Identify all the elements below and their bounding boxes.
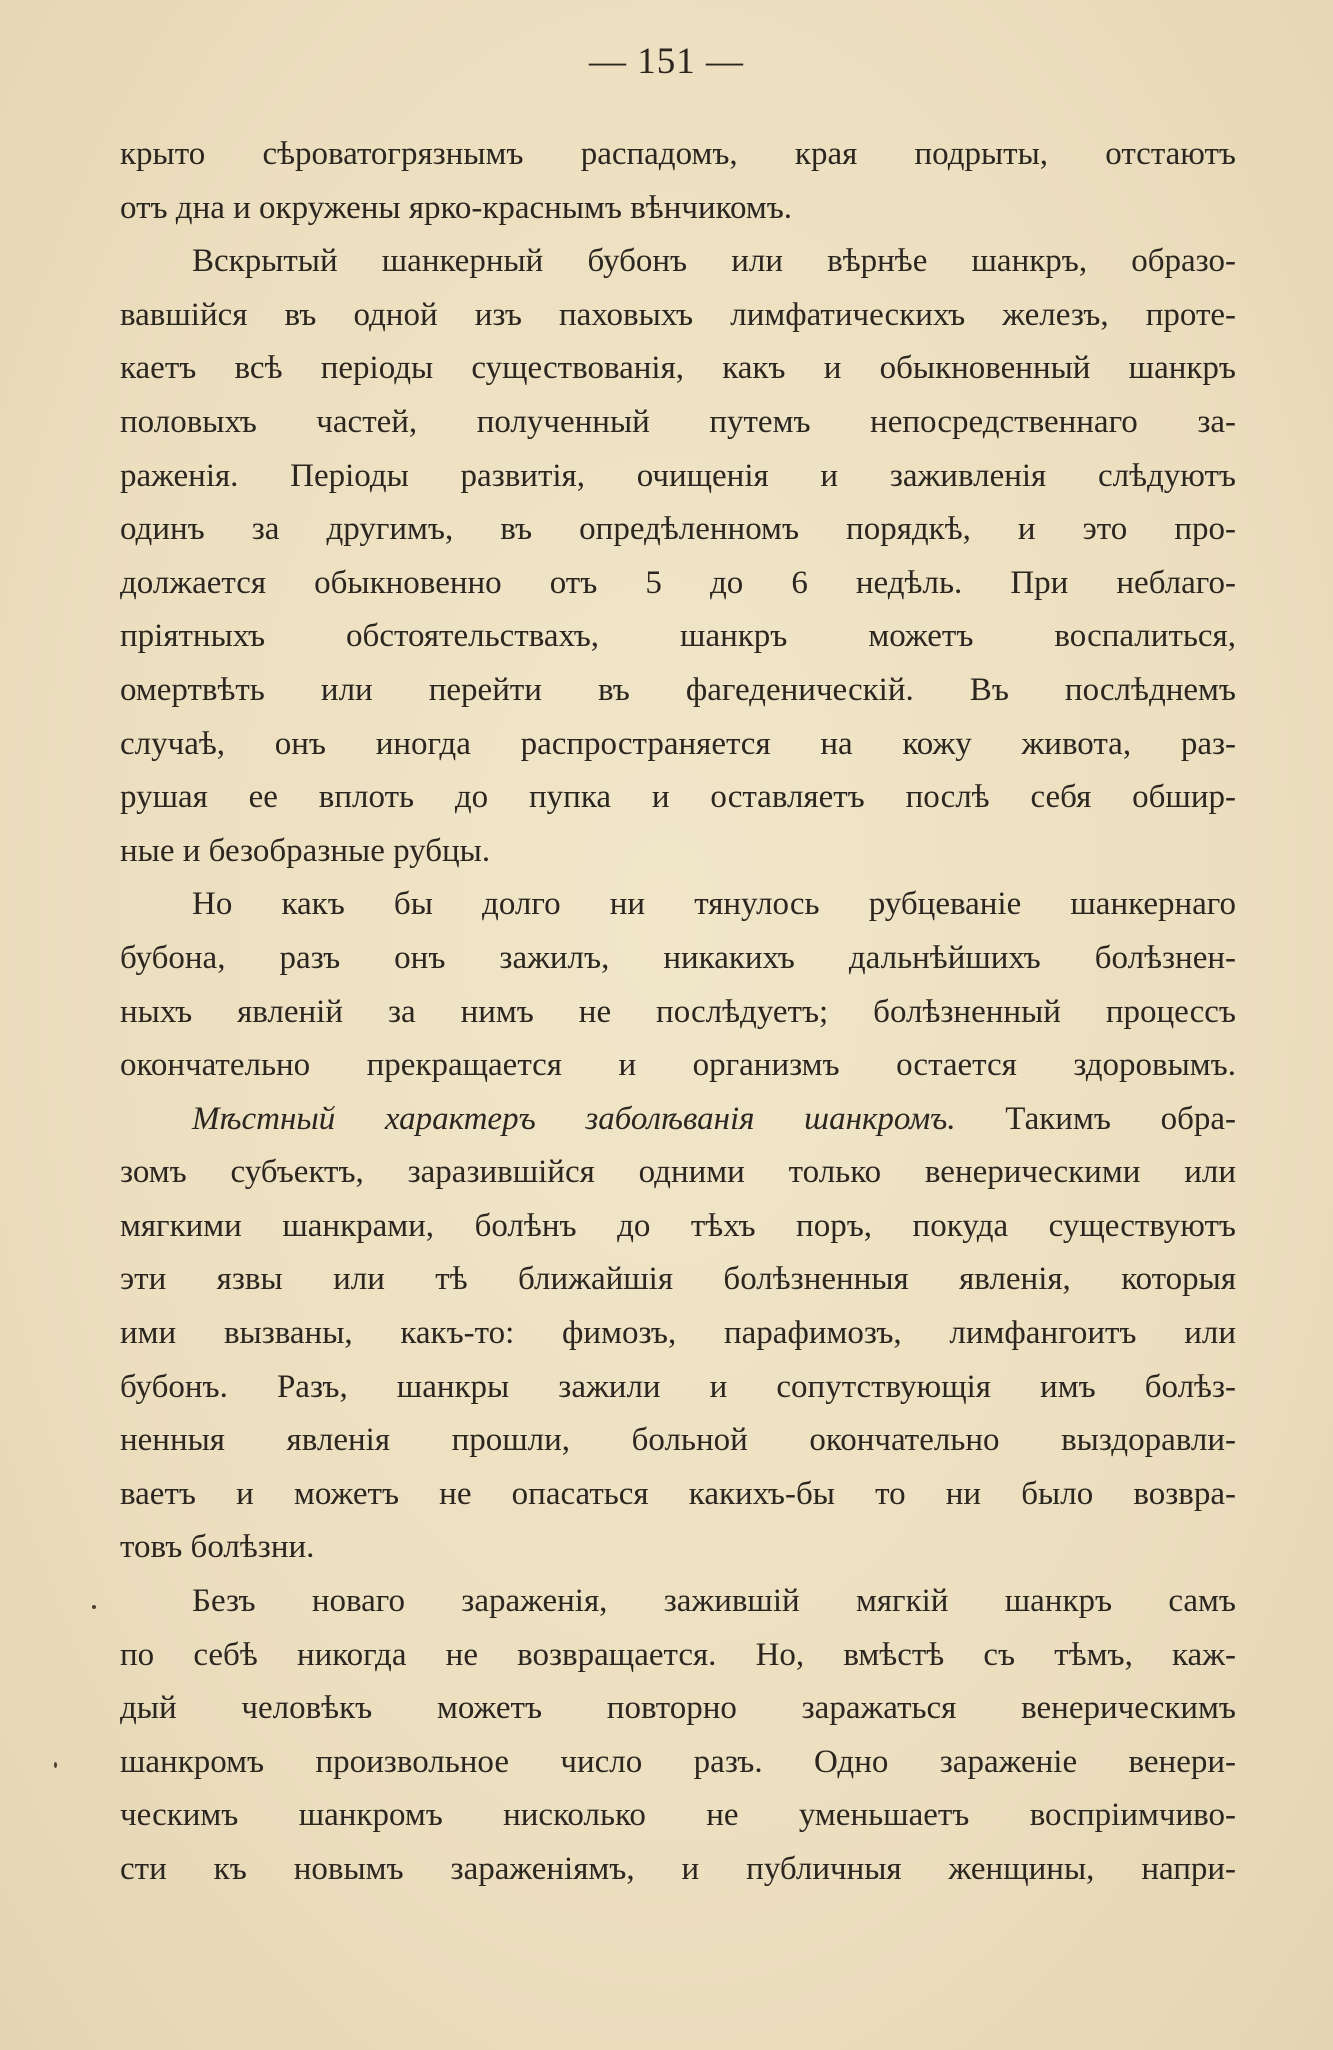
- text-line: раженія. Періоды развитія, очищенія и заживленія слѣдуютъ: [120, 457, 1236, 494]
- text-line: ненныя явленія прошли, больной окончательно выздоравли-: [120, 1422, 1236, 1459]
- text-line: бубона, разъ онъ зажилъ, никакихъ дальнѣйшихъ болѣзнен-: [120, 939, 1236, 976]
- text-line: крыто сѣроватогрязнымъ распадомъ, края подрыты, отстаютъ: [120, 136, 1236, 172]
- text-line: ческимъ шанкромъ нисколько не уменьшаетъ воспріимчиво-: [120, 1797, 1236, 1834]
- text-line: шанкромъ произвольное число разъ. Одно зараженіе венери-: [120, 1743, 1236, 1780]
- text-line: ные и безобразные рубцы.: [120, 832, 491, 869]
- text-line: должается обыкновенно отъ 5 до 6 недѣль. При неблаго-: [120, 564, 1236, 601]
- section-heading: Мѣстный характеръ заболѣванія шанкромъ.: [192, 1100, 956, 1137]
- text-line: каетъ всѣ періоды существованія, какъ и обыкновенный шанкръ: [120, 350, 1236, 387]
- text-line: отъ дна и окружены ярко-краснымъ вѣнчикомъ.: [120, 189, 793, 226]
- text-line: мягкими шанкрами, болѣнъ до тѣхъ поръ, покуда существуютъ: [120, 1207, 1236, 1244]
- text-line: половыхъ частей, полученный путемъ непосредственнаго за-: [120, 403, 1236, 440]
- ink-speck: [92, 1605, 96, 1609]
- text-fragment: Такимъ обра-: [955, 1100, 1236, 1137]
- page-number: — 151 —: [589, 41, 744, 82]
- text-line: пріятныхъ обстоятельствахъ, шанкръ можетъ воспалиться,: [120, 618, 1236, 655]
- text-line: товъ болѣзни.: [120, 1529, 315, 1566]
- text-line: дый человѣкъ можетъ повторно заражаться венерическимъ: [120, 1690, 1236, 1727]
- text-line: одинъ за другимъ, въ опредѣленномъ порядкѣ, и это про-: [120, 511, 1236, 548]
- text-line: случаѣ, онъ иногда распространяется на кожу живота, раз-: [120, 725, 1236, 762]
- text-line: рушая ее вплоть до пупка и оставляетъ послѣ себя обшир-: [120, 779, 1236, 816]
- text-line: ваетъ и можетъ не опасаться какихъ-бы то ни было возвра-: [120, 1475, 1236, 1512]
- text-line: Но какъ бы долго ни тянулось рубцеваніе шанкернаго: [192, 886, 1236, 923]
- text-line: зомъ субъектъ, заразившійся одними только венерическими или: [120, 1154, 1236, 1191]
- text-line: эти язвы или тѣ ближайшія болѣзненныя явленія, которыя: [120, 1261, 1236, 1298]
- text-line: ими вызваны, какъ-то: фимозъ, парафимозъ, лимфангоитъ или: [120, 1315, 1236, 1352]
- text-line: сти къ новымъ зараженіямъ, и публичныя женщины, напри-: [120, 1851, 1236, 1887]
- text-line: вавшійся въ одной изъ паховыхъ лимфатическихъ железъ, проте-: [120, 296, 1236, 333]
- text-line: Вскрытый шанкерный бубонъ или вѣрнѣе шанкръ, образо-: [192, 243, 1236, 280]
- text-line: Безъ новаго зараженія, зажившій мягкій шанкръ самъ: [192, 1583, 1236, 1620]
- text-line: омертвѣть или перейти въ фагеденическій. Въ послѣднемъ: [120, 671, 1236, 708]
- text-line: бубонъ. Разъ, шанкры зажили и сопутствующія имъ болѣз-: [120, 1368, 1236, 1405]
- section-heading-line: [120, 1093, 1236, 1147]
- text-line: окончательно прекращается и организмъ остается здоровымъ.: [120, 1047, 1236, 1084]
- text-line: ныхъ явленій за нимъ не послѣдуетъ; болѣзненный процессъ: [120, 993, 1236, 1030]
- text-line: по себѣ никогда не возвращается. Но, вмѣстѣ съ тѣмъ, каж-: [120, 1636, 1236, 1673]
- body-text: [120, 128, 1236, 1897]
- ink-speck: [54, 1762, 57, 1768]
